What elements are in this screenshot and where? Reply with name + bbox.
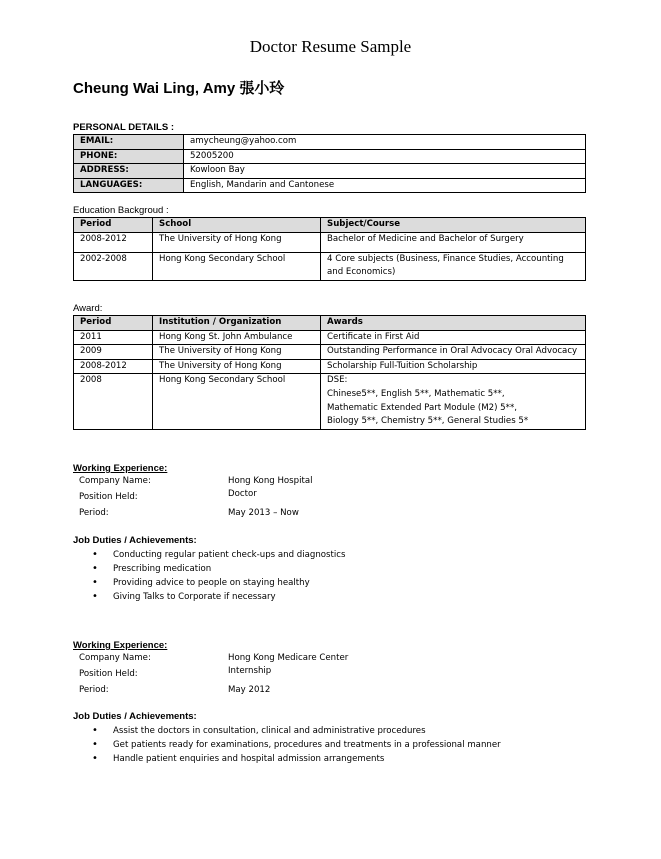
- table-cell: [321, 374, 586, 429]
- table-cell: The University of Hong Kong: [153, 359, 321, 374]
- table-cell: Certificate in First Aid: [321, 330, 586, 345]
- column-header: School: [153, 218, 321, 233]
- table-cell: Bachelor of Medicine and Bachelor of Surgery: [321, 232, 586, 252]
- award-heading: Award:: [73, 303, 103, 314]
- column-header: Period: [74, 218, 153, 233]
- position-held-value: Doctor: [228, 489, 257, 499]
- table-cell: Hong Kong Secondary School: [153, 374, 321, 429]
- education-heading: Education Backgroud :: [73, 205, 169, 216]
- personal-details-heading: PERSONAL DETAILS :: [73, 122, 174, 133]
- company-name-label: Company Name:: [79, 653, 151, 663]
- column-header: Awards: [321, 316, 586, 331]
- list-item: • Assist the doctors in consultation, clinical and administrative procedures: [73, 724, 633, 738]
- table-header-row: [74, 316, 586, 331]
- document-title: Doctor Resume Sample: [249, 37, 412, 56]
- table-row: [74, 149, 586, 164]
- table-cell: 2009: [74, 345, 153, 360]
- list-item: • Conducting regular patient check-ups and diagnostics: [73, 548, 593, 562]
- education-table: [73, 217, 586, 281]
- list-item: • Giving Talks to Corporate if necessary: [73, 590, 593, 604]
- position-held-label: Position Held:: [79, 492, 138, 502]
- table-cell: 2008: [74, 374, 153, 429]
- table-row: [74, 345, 586, 360]
- table-row: [74, 330, 586, 345]
- company-name-label: Company Name:: [79, 476, 151, 486]
- award-line: Mathematic Extended Part Module (M2) 5**,: [327, 402, 517, 413]
- table-cell: Outstanding Performance in Oral Advocacy Oral Advocacy: [321, 345, 586, 360]
- table-row: [74, 178, 586, 193]
- column-header: Subject/Course: [321, 218, 586, 233]
- table-row: [74, 135, 586, 150]
- personal-details-table: [73, 134, 586, 193]
- table-cell: 4 Core subjects (Business, Finance Studies, Accounting and Economics): [321, 252, 586, 280]
- job-duties-list: [73, 724, 633, 766]
- phone-value: 52005200: [184, 149, 586, 164]
- table-row: [74, 164, 586, 179]
- company-name-value: Hong Kong Medicare Center: [228, 653, 349, 663]
- table-cell: Scholarship Full-Tuition Scholarship: [321, 359, 586, 374]
- award-line: Biology 5**, Chemistry 5**, General Studies 5*: [327, 416, 529, 427]
- award-line: DSE:: [327, 375, 348, 386]
- period-label: Period:: [79, 508, 109, 518]
- period-label: Period:: [79, 685, 109, 695]
- table-cell: Hong Kong Secondary School: [153, 252, 321, 280]
- period-value: May 2012: [228, 685, 271, 695]
- table-cell: 2008-2012: [74, 359, 153, 374]
- table-row: [74, 252, 586, 280]
- company-name-value: Hong Kong Hospital: [228, 476, 313, 486]
- table-cell: The University of Hong Kong: [153, 232, 321, 252]
- candidate-name: Cheung Wai Ling, Amy 張小玲: [73, 80, 285, 97]
- email-value: amycheung@yahoo.com: [184, 135, 586, 150]
- languages-value: English, Mandarin and Cantonese: [184, 178, 586, 193]
- job-duties-heading: Job Duties / Achievements:: [73, 711, 197, 722]
- address-label: ADDRESS:: [74, 164, 184, 179]
- email-label: EMAIL:: [74, 135, 184, 150]
- table-cell: 2002-2008: [74, 252, 153, 280]
- award-line: Chinese5**, English 5**, Mathematic 5**,: [327, 388, 505, 399]
- list-item: • Prescribing medication: [73, 562, 593, 576]
- period-value: May 2013 – Now: [228, 508, 299, 518]
- table-row: [74, 374, 586, 429]
- column-header: Period: [74, 316, 153, 331]
- award-table: [73, 315, 586, 430]
- table-cell: 2011: [74, 330, 153, 345]
- table-cell: 2008-2012: [74, 232, 153, 252]
- list-item: • Get patients ready for examinations, procedures and treatments in a professional manner: [73, 738, 633, 752]
- job-duties-list: [73, 548, 593, 604]
- table-row: [74, 359, 586, 374]
- working-experience-heading: Working Experience:: [73, 640, 168, 651]
- phone-label: PHONE:: [74, 149, 184, 164]
- list-item: • Handle patient enquiries and hospital admission arrangements: [73, 752, 633, 766]
- table-cell: The University of Hong Kong: [153, 345, 321, 360]
- table-header-row: [74, 218, 586, 233]
- column-header: Institution / Organization: [153, 316, 321, 331]
- working-experience-heading: Working Experience:: [73, 463, 168, 474]
- position-held-label: Position Held:: [79, 669, 138, 679]
- position-held-value: Internship: [228, 666, 272, 676]
- address-value: Kowloon Bay: [184, 164, 586, 179]
- table-row: [74, 232, 586, 252]
- table-cell: Hong Kong St. John Ambulance: [153, 330, 321, 345]
- job-duties-heading: Job Duties / Achievements:: [73, 535, 197, 546]
- list-item: • Providing advice to people on staying healthy: [73, 576, 593, 590]
- languages-label: LANGUAGES:: [74, 178, 184, 193]
